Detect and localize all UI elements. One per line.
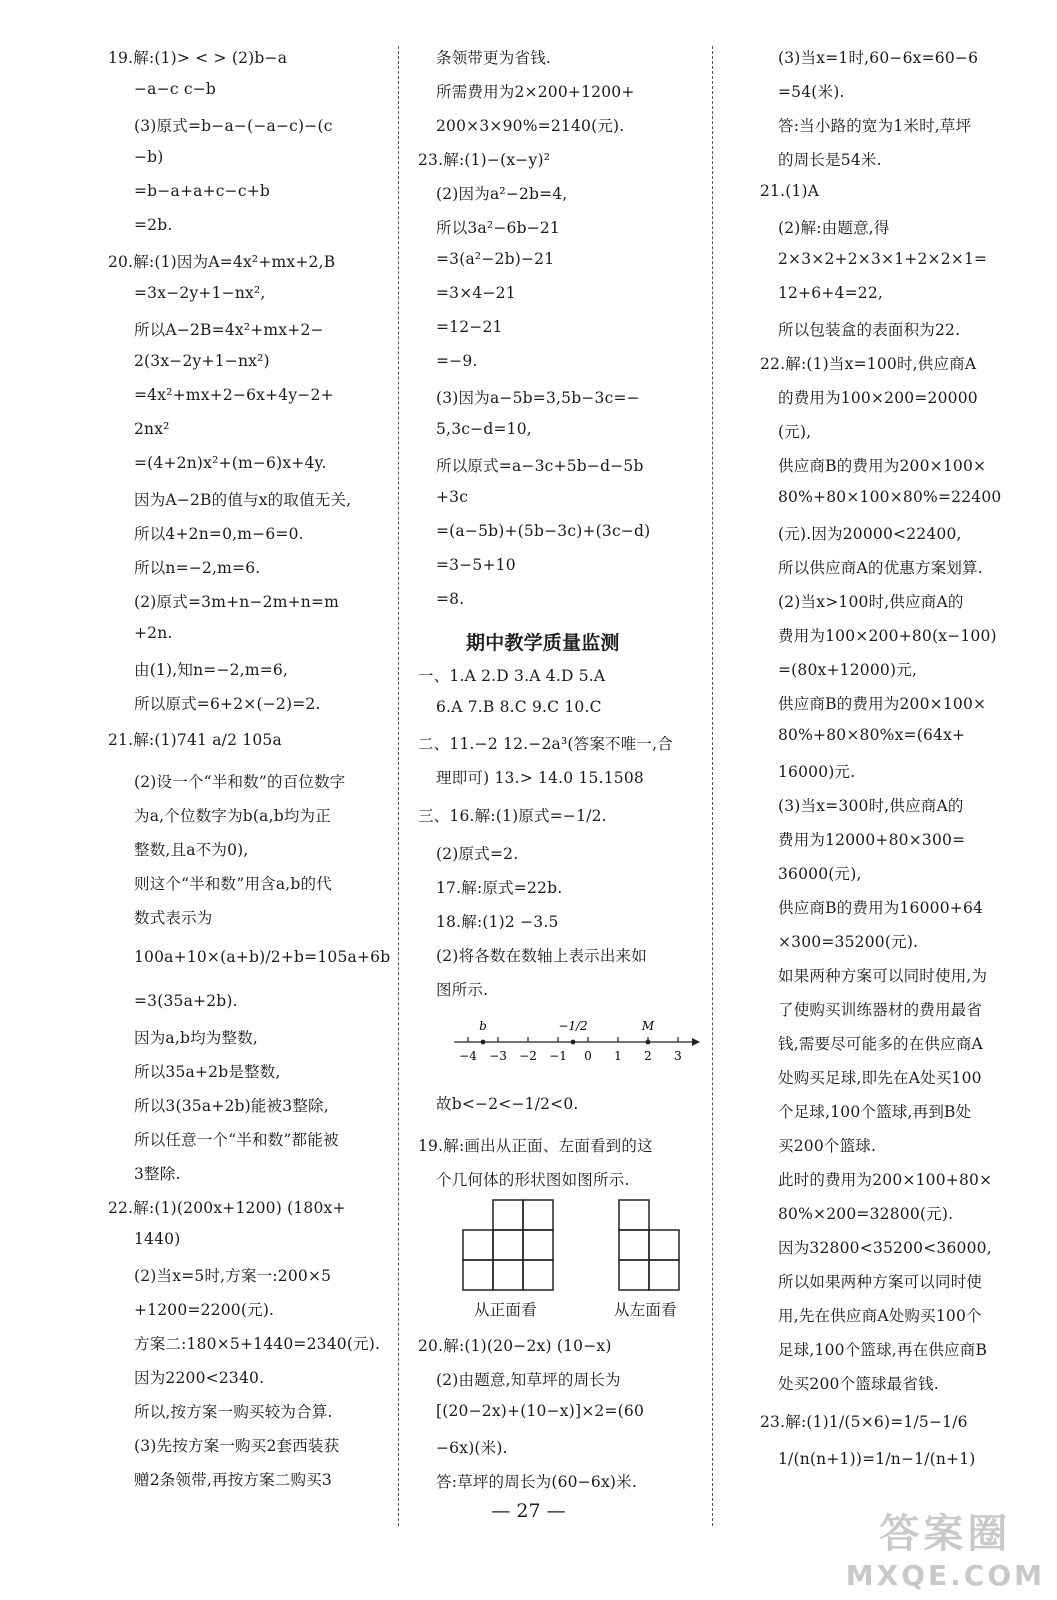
text-line: 处购买足球,即先在A处买100	[778, 1069, 982, 1087]
text-line: 此时的费用为200×100+80×	[778, 1171, 993, 1189]
text-line: 20.解:(1)因为A=4x²+mx+2,B	[108, 253, 336, 271]
text-line: 19.解:画出从正面、左面看到的这	[418, 1137, 653, 1155]
text-line: =3(a²−2b)−21	[436, 250, 555, 268]
text-line: (2)原式=2.	[436, 845, 519, 863]
text-line: 个足球,100个篮球,再到B处	[778, 1103, 972, 1121]
text-line: [(20−2x)+(10−x)]×2=(60	[436, 1402, 645, 1420]
text-line: 数式表示为	[134, 909, 213, 927]
text-line: 条领带更为省钱.	[436, 49, 552, 67]
text-line: 所以包装盒的表面积为22.	[778, 321, 961, 339]
text-line: 所以3a²−6b−21	[436, 219, 560, 237]
text-line: 100a+10×(a+b)/2+b=105a+6b	[134, 948, 391, 966]
text-line: 所以供应商A的优惠方案划算.	[778, 559, 983, 577]
text-line: 个几何体的形状图如图所示.	[436, 1171, 630, 1189]
text-line: 80%+80×80%x=(64x+	[778, 726, 966, 744]
text-line: =(80x+12000)元,	[778, 661, 918, 679]
text-line: 费用为12000+80×300=	[778, 831, 966, 849]
text-line: (2)原式=3m+n−2m+n=m	[134, 593, 340, 611]
text-line: 12+6+4=22,	[778, 284, 884, 302]
text-line: 因为a,b均为整数,	[134, 1029, 259, 1047]
text-line: 答:草坪的周长为(60−6x)米.	[436, 1473, 637, 1491]
text-line: (2)当x=5时,方案一:200×5	[134, 1267, 332, 1285]
text-line: =b−a+a+c−c+b	[134, 182, 271, 200]
text-line: 23.解:(1)−(x−y)²	[418, 151, 551, 169]
page-number: — 27 —	[491, 1500, 566, 1522]
text-line: 方案二:180×5+1440=2340(元).	[134, 1335, 381, 1353]
column-divider-left	[398, 46, 399, 1526]
text-line: 为a,个位数字为b(a,b均为正	[134, 807, 331, 825]
text-line: 所以3(35a+2b)能被3整除,	[134, 1097, 329, 1115]
text-line: 200×3×90%=2140(元).	[436, 117, 625, 135]
number-line-point	[481, 1040, 486, 1045]
text-line: 18.解:(1)2 −3.5	[436, 913, 559, 931]
text-line: −a−c c−b	[134, 80, 217, 98]
text-line: 所以A−2B=4x²+mx+2−	[134, 321, 324, 339]
text-line: 80%×200=32800(元).	[778, 1205, 954, 1223]
text-line: =3(35a+2b).	[134, 992, 238, 1010]
front-view-caption: 从正面看	[474, 1301, 537, 1319]
text-line: 所以4+2n=0,m−6=0.	[134, 525, 304, 543]
text-line: 的费用为100×200=20000	[778, 389, 978, 407]
text-line: 赠2条领带,再按方案二购买3	[134, 1471, 332, 1489]
text-line: (2)当x>100时,供应商A的	[778, 593, 964, 611]
text-line: (3)原式=b−a−(−a−c)−(c	[134, 117, 333, 135]
text-line: 2×3×2+2×3×1+2×2×1=	[778, 250, 988, 268]
text-line: (2)设一个“半和数”的百位数字	[134, 773, 346, 791]
text-line: 供应商B的费用为200×100×	[778, 457, 987, 475]
number-line-tick-label: 3	[674, 1049, 682, 1063]
text-line: 所以原式=a−3c+5b−d−5b	[436, 457, 644, 475]
text-line: 一、1.A 2.D 3.A 4.D 5.A	[418, 667, 606, 685]
text-line: 6.A 7.B 8.C 9.C 10.C	[436, 698, 602, 716]
text-line: 22.解:(1)(200x+1200) (180x+	[108, 1199, 346, 1217]
text-line: 所以如果两种方案可以同时使	[778, 1273, 983, 1291]
text-line: (3)因为a−5b=3,5b−3c=−	[436, 389, 640, 407]
text-line: 足球,100个篮球,再在供应商B	[778, 1341, 988, 1359]
text-line: (2)由题意,知草坪的周长为	[436, 1371, 621, 1389]
text-line: +3c	[436, 488, 469, 506]
number-line-tick-label: 2	[644, 1049, 652, 1063]
text-line: −6x)(米).	[436, 1439, 508, 1457]
text-line: ×300=35200(元).	[778, 933, 919, 951]
watermark-logo: 答案圈 MXQE.COM	[845, 1511, 1045, 1592]
text-line: 21.(1)A	[760, 182, 820, 200]
text-line: (元).因为20000<22400,	[778, 525, 962, 543]
text-line: 因为2200<2340.	[134, 1369, 265, 1387]
text-line: 三、16.解:(1)原式=−1/2.	[418, 807, 607, 825]
text-line: 了使购买训练器材的费用最省	[778, 1001, 983, 1019]
number-line-point	[571, 1040, 576, 1045]
text-line: =3×4−21	[436, 284, 516, 302]
text-line: (元),	[778, 423, 812, 441]
text-line: =3x−2y+1−nx²,	[134, 284, 266, 302]
left-view-caption: 从左面看	[614, 1301, 677, 1319]
number-line-tick-label: −3	[489, 1049, 507, 1063]
text-line: 所需费用为2×200+1200+	[436, 83, 635, 101]
text-line: 故b<−2<−1/2<0.	[436, 1095, 579, 1113]
text-line: 所以原式=6+2×(−2)=2.	[134, 695, 321, 713]
text-line: =(4+2n)x²+(m−6)x+4y.	[134, 454, 327, 472]
text-line: =−9.	[436, 352, 478, 370]
text-line: 17.解:原式=22b.	[436, 879, 563, 897]
front-view-grid	[462, 1198, 562, 1294]
text-line: =8.	[436, 590, 465, 608]
text-line: 16000)元.	[778, 763, 856, 781]
text-line: 2nx²	[134, 420, 170, 438]
text-line: =54(米).	[778, 83, 845, 101]
left-view-grid	[618, 1198, 690, 1294]
number-line-tick-label: −2	[519, 1049, 537, 1063]
text-line: 如果两种方案可以同时使用,为	[778, 967, 988, 985]
text-line: 20.解:(1)(20−2x) (10−x)	[418, 1337, 612, 1355]
text-line: 21.解:(1)741 a/2 105a	[108, 731, 282, 749]
number-line-point-label: M	[641, 1020, 655, 1033]
number-line-tick-label: −4	[459, 1049, 477, 1063]
text-line: (2)因为a²−2b=4,	[436, 185, 568, 203]
number-line-point	[646, 1040, 651, 1045]
text-line: 买200个篮球.	[778, 1137, 877, 1155]
number-line-point-label: −1/2	[558, 1020, 588, 1033]
text-line: 的周长是54米.	[778, 151, 882, 169]
text-line: (3)当x=300时,供应商A的	[778, 797, 964, 815]
text-line: (3)先按方案一购买2套西装获	[134, 1437, 340, 1455]
text-line: 所以n=−2,m=6.	[134, 559, 261, 577]
text-line: 费用为100×200+80(x−100)	[778, 627, 997, 645]
text-line: 因为A−2B的值与x的取值无关,	[134, 491, 352, 509]
text-line: 由(1),知n=−2,m=6,	[134, 661, 289, 679]
text-line: 22.解:(1)当x=100时,供应商A	[760, 355, 977, 373]
number-line-figure	[454, 1020, 704, 1070]
text-line: 19.解:(1)> < > (2)b−a	[108, 49, 288, 67]
text-line: 答:当小路的宽为1米时,草坪	[778, 117, 972, 135]
text-line: 36000(元),	[778, 865, 862, 883]
text-line: (2)将各数在数轴上表示出来如	[436, 947, 647, 965]
text-line: =3−5+10	[436, 556, 516, 574]
text-line: −b)	[134, 148, 164, 166]
text-line: 1440)	[134, 1230, 181, 1248]
text-line: 23.解:(1)1/(5×6)=1/5−1/6	[760, 1413, 968, 1431]
text-line: 1/(n(n+1))=1/n−1/(n+1)	[778, 1450, 976, 1468]
column-divider-right	[712, 46, 713, 1526]
number-line-tick-label: 1	[614, 1049, 622, 1063]
text-line: 则这个“半和数”用含a,b的代	[134, 875, 332, 893]
text-line: 所以35a+2b是整数,	[134, 1063, 281, 1081]
text-line: 5,3c−d=10,	[436, 420, 532, 438]
text-line: +1200=2200(元).	[134, 1301, 275, 1319]
text-line: 理即可) 13.> 14.0 15.1508	[436, 769, 644, 787]
text-line: 因为32800<35200<36000,	[778, 1239, 992, 1257]
text-line: =4x²+mx+2−6x+4y−2+	[134, 386, 334, 404]
text-line: +2n.	[134, 624, 173, 642]
text-line: 用,先在供应商A处购买100个	[778, 1307, 982, 1325]
text-line: 图所示.	[436, 981, 489, 999]
section-title: 期中教学质量监测	[466, 632, 620, 654]
text-line: 整数,且a不为0),	[134, 841, 249, 859]
text-line: =12−21	[436, 318, 503, 336]
text-line: 所以任意一个“半和数”都能被	[134, 1131, 339, 1149]
text-line: 2(3x−2y+1−nx²)	[134, 352, 270, 370]
text-line: =2b.	[134, 216, 173, 234]
text-line: 处买200个篮球最省钱.	[778, 1375, 939, 1393]
text-line: (3)当x=1时,60−6x=60−6	[778, 49, 979, 67]
text-line: 二、11.−2 12.−2a³(答案不唯一,合	[418, 735, 673, 753]
text-line: 供应商B的费用为16000+64	[778, 899, 984, 917]
text-line: (2)解:由题意,得	[778, 219, 890, 237]
number-line-tick-label: 0	[584, 1049, 592, 1063]
number-line-point-label: b	[479, 1020, 487, 1033]
text-line: 钱,需要尽可能多的在供应商A	[778, 1035, 983, 1053]
number-line-tick-label: −1	[549, 1049, 567, 1063]
text-line: 3整除.	[134, 1165, 181, 1183]
text-line: 供应商B的费用为200×100×	[778, 695, 987, 713]
text-line: 80%+80×100×80%=22400	[778, 488, 1002, 506]
text-line: =(a−5b)+(5b−3c)+(3c−d)	[436, 522, 651, 540]
text-line: 所以,按方案一购买较为合算.	[134, 1403, 333, 1421]
